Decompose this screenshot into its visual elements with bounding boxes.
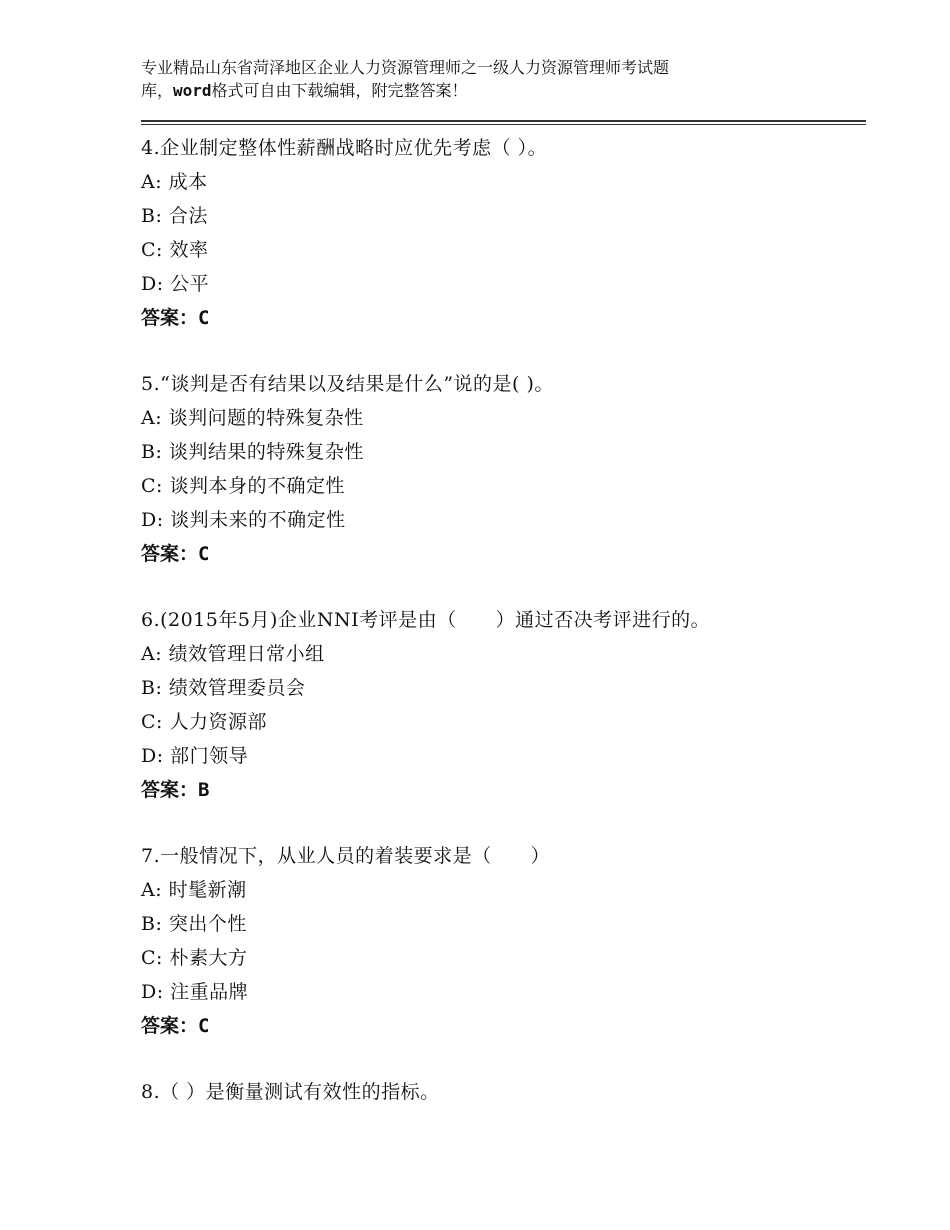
option-c: C: 人力资源部 [141,711,267,733]
question-item [141,839,861,1043]
answer-value: B [198,779,210,801]
option-c: C: 谈判本身的不确定性 [141,475,345,497]
answer-label: 答案： [141,543,199,565]
header-divider-thin [141,124,866,125]
question-item [141,367,861,571]
option-b: B: 合法 [141,205,208,227]
answer-line [141,773,861,807]
option-a: A: 时髦新潮 [141,879,247,901]
header-line-1: 专业精品山东省菏泽地区企业人力资源管理师之一级人力资源管理师考试题 [141,58,670,77]
option-a: A: 绩效管理日常小组 [141,643,325,665]
question-stem: 4.企业制定整体性薪酬战略时应优先考虑（ ）。 [141,137,548,159]
option-d: D: 谈判未来的不确定性 [141,509,346,531]
option-b: B: 谈判结果的特殊复杂性 [141,441,364,463]
option-a: A: 谈判问题的特殊复杂性 [141,407,364,429]
question-list [141,131,861,1141]
option-b: B: 绩效管理委员会 [141,677,306,699]
option-d: D: 部门领导 [141,745,249,767]
option-c: C: 朴素大方 [141,947,248,969]
header-line-2 [141,79,781,102]
question-item [141,131,861,335]
answer-label: 答案： [141,307,199,329]
option-a: A: 成本 [141,171,208,193]
option-d: D: 注重品牌 [141,981,249,1003]
answer-value: C [198,307,210,329]
question-item [141,603,861,807]
option-d: D: 公平 [141,273,210,295]
header-divider-thick [141,120,866,122]
header-word: word [173,81,212,100]
answer-value: C [198,543,210,565]
answer-line [141,1009,861,1043]
question-item [141,1075,861,1109]
answer-value: C [198,1015,210,1037]
answer-line [141,537,861,571]
option-c: C: 效率 [141,239,209,261]
question-stem: 6.(2015年5月)企业NNI考评是由（ ）通过否决考评进行的。 [141,609,711,631]
answer-label: 答案： [141,1015,199,1037]
header-line-2-prefix: 库， [141,81,174,100]
option-b: B: 突出个性 [141,913,247,935]
header-line-2-suffix: 格式可自由下载编辑，附完整答案！ [211,81,468,100]
question-stem: 8.（ ）是衡量测试有效性的指标。 [141,1081,440,1103]
document-header [141,56,781,102]
question-stem: 7.一般情况下，从业人员的着装要求是（ ） [141,845,551,867]
question-stem: 5.“谈判是否有结果以及结果是什么”说的是( )。 [141,373,554,395]
answer-line [141,301,861,335]
answer-label: 答案： [141,779,199,801]
